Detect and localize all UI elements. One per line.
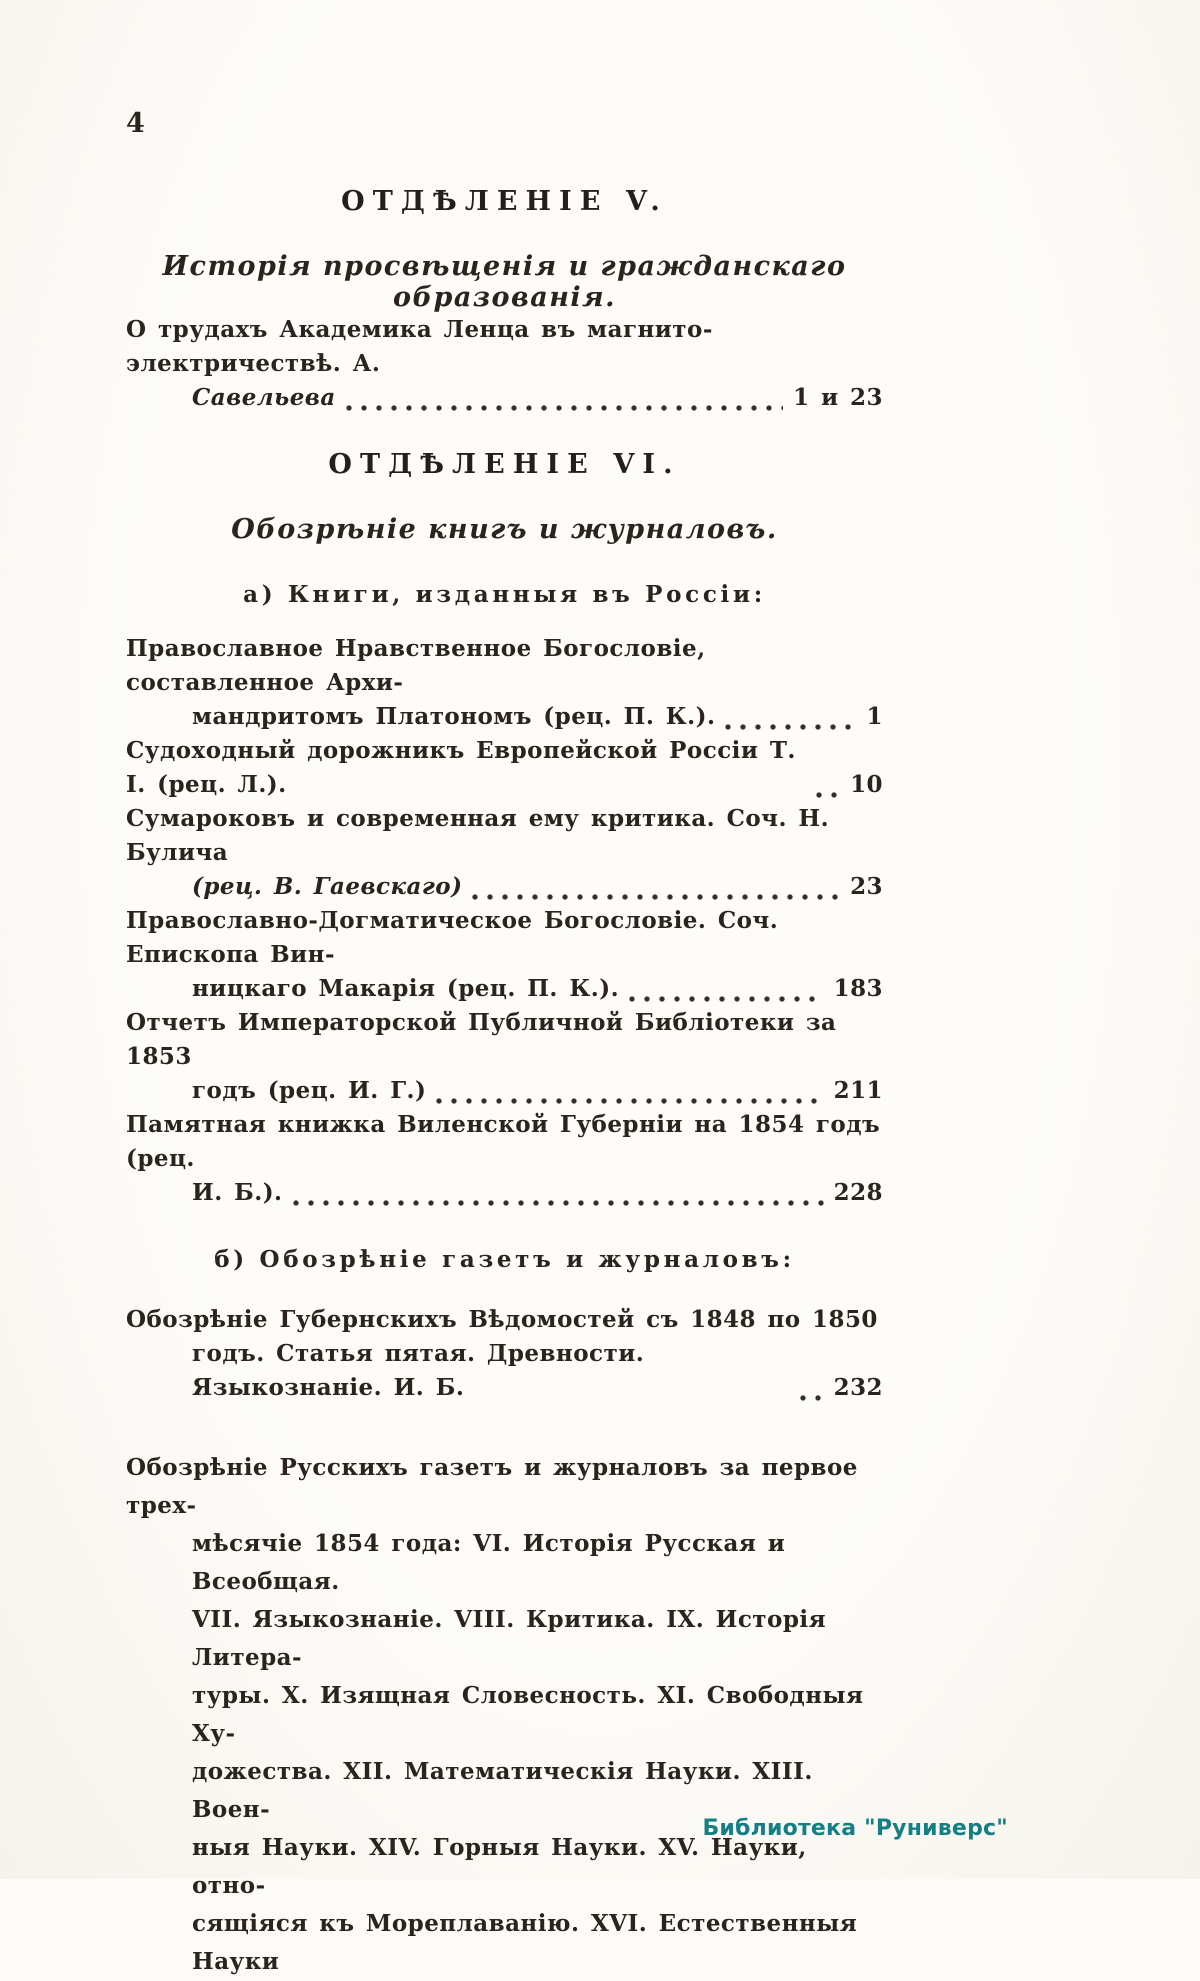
toc-entry [126, 802, 883, 904]
toc-entry-line [126, 1677, 883, 1753]
toc-page-number: 228 [833, 1179, 883, 1206]
toc-entry [126, 1108, 883, 1210]
toc-entry [126, 632, 883, 734]
toc-entry [126, 1006, 883, 1108]
toc-entry-line [126, 381, 883, 415]
toc-entry-text: О трудахъ Академика Ленца въ магнито-электричествѣ. А. [126, 316, 713, 377]
toc-entry-text: Памятная книжка Виленской Губерніи на 1854 годъ (рец. [126, 1111, 881, 1172]
toc-page-number: 183 [833, 975, 883, 1002]
toc-entry [126, 734, 883, 802]
toc-page-number: 23 [850, 873, 883, 900]
toc-entry-text: Сумароковъ и современная ему критика. Соч. Н. Булича [126, 805, 830, 866]
section-v-heading: ОТДѢЛЕНІЕ V. [341, 186, 668, 217]
toc-entry-line [126, 802, 883, 870]
subsection-a-heading: а) Книги, изданныя въ Россіи: [243, 581, 766, 608]
toc-entry-line [126, 700, 883, 734]
toc-entry-line [126, 1449, 883, 1525]
toc-entry-line [126, 1601, 883, 1677]
section-vi-subtitle: Обозрѣніе книгъ и журналовъ. [231, 514, 778, 545]
toc-entry-text: ныя Науки. XIV. Горныя Науки. XV. Науки, отно- [192, 1834, 807, 1899]
toc-entry [126, 904, 883, 1006]
section-v-subtitle: Исторія просвѣщенія и гражданскаго образованія. [162, 251, 847, 313]
toc-entry-line [126, 870, 883, 904]
runivers-library-watermark: Библиотека "Руниверс" [702, 1816, 1008, 1841]
toc-entry-line [126, 734, 883, 802]
toc-entry-text: Обозрѣніе Губернскихъ Вѣдомостей съ 1848 по 1850 [126, 1306, 878, 1333]
toc-entry-text: Савельева [192, 384, 336, 411]
toc-entry-text: VII. Языкознаніе. VIII. Критика. IX. Исторія Литера- [192, 1606, 827, 1671]
toc-page-number: 232 [833, 1374, 883, 1401]
toc-entry-text: туры. X. Изящная Словесность. XI. Свободныя Ху- [192, 1682, 864, 1747]
dot-leader [725, 718, 856, 730]
toc-page-number: 211 [833, 1077, 883, 1104]
toc-entry-list-a [126, 632, 883, 1210]
toc-entry-line [126, 1074, 883, 1108]
dot-leader [472, 888, 840, 900]
toc-entry-line [126, 1337, 883, 1405]
toc-entry-text: мандритомъ Платономъ (рец. П. К.). [192, 703, 716, 730]
toc-entry [126, 313, 883, 415]
toc-entry-line [126, 1525, 883, 1601]
toc-entry-text: ницкаго Макарія (рец. П. К.). [192, 975, 620, 1002]
dot-leader [436, 1092, 823, 1104]
toc-paragraph-entry [126, 1449, 883, 1981]
toc-entry-text: годъ (рец. И. Г.) [192, 1077, 427, 1104]
toc-entry [126, 1303, 883, 1405]
toc-entry-text: дожества. XII. Математическія Науки. XIII. Воен- [192, 1758, 813, 1823]
toc-entry-line [126, 1303, 883, 1337]
dot-leader [816, 786, 840, 798]
dot-leader [800, 1389, 824, 1401]
toc-page-number: 1 и 23 [793, 384, 883, 411]
subsection-b-heading: б) Обозрѣніе газетъ и журналовъ: [214, 1246, 795, 1273]
toc-page-number: 10 [850, 771, 883, 798]
dot-leader [293, 1194, 824, 1206]
toc-content [126, 0, 883, 1981]
toc-entry-text: сящіяся къ Мореплаванію. XVI. Естественныя Науки [192, 1910, 858, 1975]
section-vi-heading: ОТДѢЛЕНІЕ VI. [328, 449, 681, 480]
toc-entry-text: И. Б.). [192, 1179, 283, 1206]
toc-entry-text: мѣсячіе 1854 года: VI. Исторія Русская и Всеобщая. [192, 1530, 786, 1595]
toc-entry-line [126, 1108, 883, 1176]
page-number: 4 [126, 108, 145, 139]
toc-entry-line [126, 904, 883, 972]
dot-leader [629, 990, 824, 1002]
toc-entry-list-b [126, 1303, 883, 1405]
toc-entry-line [126, 972, 883, 1006]
toc-entry-line [126, 1905, 883, 1981]
toc-entry-text: Обозрѣніе Русскихъ газетъ и журналовъ за первое трех- [126, 1454, 858, 1519]
dot-leader [346, 399, 783, 411]
toc-entry-text: Православно-Догматическое Богословіе. Соч. Епископа Вин- [126, 907, 779, 968]
toc-entry-line [126, 632, 883, 700]
toc-page-number: 1 [866, 703, 883, 730]
toc-entry-line [126, 1176, 883, 1210]
toc-entry-line [126, 313, 883, 381]
toc-entry-text: (рец. В. Гаевскаго) [192, 873, 463, 900]
toc-entry-text: Православное Нравственное Богословіе, составленное Архи- [126, 635, 706, 696]
toc-entry-text: Судоходный дорожникъ Европейской Россіи Т. I. (рец. Л.). [126, 737, 796, 798]
toc-entry-text: годъ. Статья пятая. Древности. Языкознаніе. И. Б. [192, 1340, 645, 1401]
toc-entry-text: Отчетъ Императорской Публичной Библіотеки за 1853 [126, 1009, 837, 1070]
toc-entry-line [126, 1006, 883, 1074]
